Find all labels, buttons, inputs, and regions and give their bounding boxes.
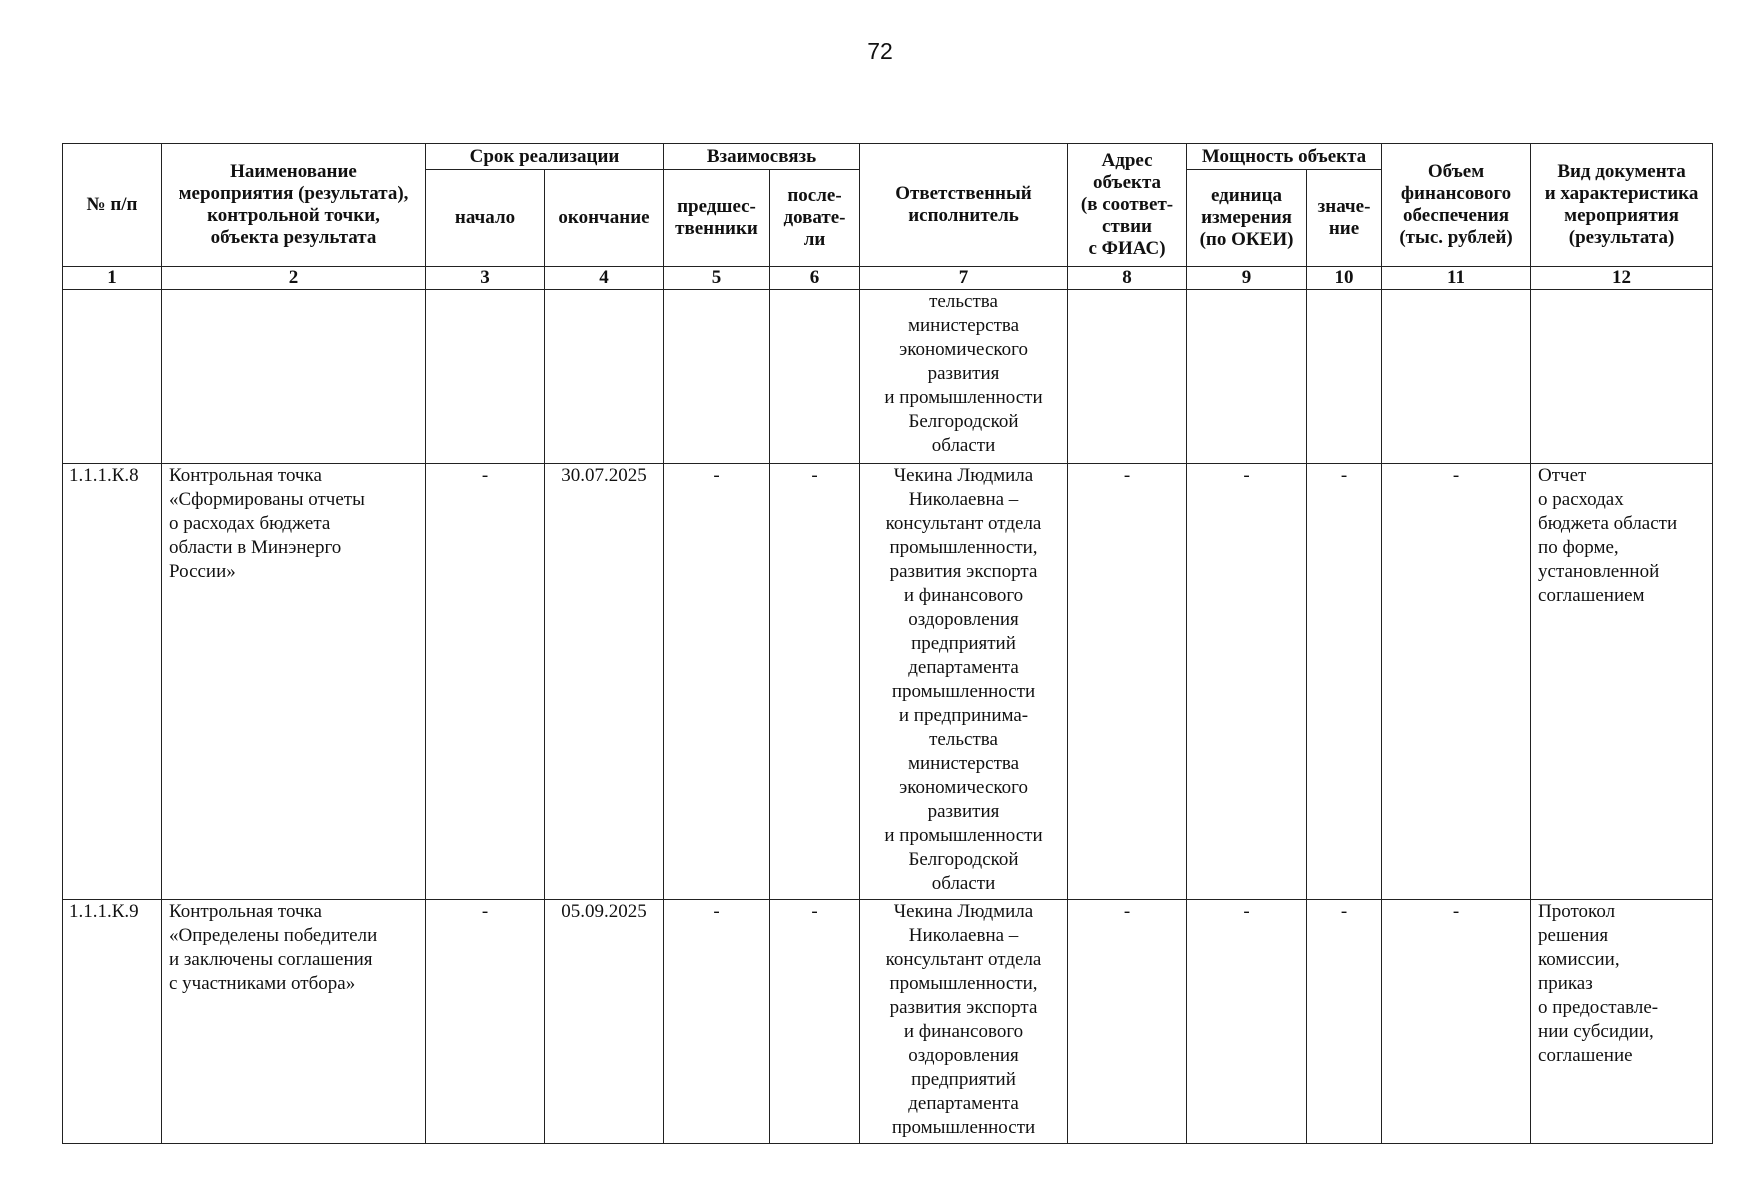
- column-number: 9: [1187, 267, 1307, 290]
- row-finance: -: [1382, 900, 1531, 1144]
- text-line: объекта: [1092, 172, 1162, 193]
- text-line: оздоровления: [908, 1045, 1019, 1066]
- header-unit: [1187, 170, 1307, 267]
- text-line: Контрольная точка: [169, 465, 322, 486]
- row-responsible: [860, 900, 1068, 1144]
- text-line: измерения: [1201, 207, 1292, 228]
- text-line: предприятий: [911, 1069, 1016, 1090]
- row-name: [162, 900, 426, 1144]
- text-line: департамента: [908, 1093, 1019, 1114]
- text-line: (результата): [1568, 227, 1675, 248]
- text-line: Контрольная точка: [169, 901, 322, 922]
- text-line: развития экспорта: [889, 997, 1038, 1018]
- text-line: ние: [1328, 218, 1360, 239]
- text-line: Объем: [1427, 161, 1485, 182]
- text-line: нии субсидии,: [1538, 1021, 1654, 1042]
- text-line: мероприятия (результата),: [178, 183, 409, 204]
- text-line: оздоровления: [908, 609, 1019, 630]
- row-successors: -: [770, 464, 860, 900]
- text-line: Наименование: [230, 161, 357, 182]
- text-line: объекта результата: [210, 227, 377, 248]
- header-predecessors: [664, 170, 770, 267]
- row-responsible: [860, 290, 1068, 464]
- text-line: министерства: [907, 315, 1020, 336]
- text-line: исполнитель: [908, 205, 1019, 226]
- text-line: и промышленности: [884, 825, 1043, 846]
- text-line: области: [931, 435, 996, 456]
- text-line: развития: [927, 363, 1000, 384]
- text-line: мероприятия: [1564, 205, 1679, 226]
- text-line: ли: [803, 229, 826, 250]
- text-line: развития экспорта: [889, 561, 1038, 582]
- text-line: области в Минэнерго: [169, 537, 342, 558]
- text-line: и промышленности: [884, 387, 1043, 408]
- text-line: установленной: [1538, 561, 1660, 582]
- column-number: 1: [63, 267, 162, 290]
- text-line: России»: [169, 561, 236, 582]
- text-line: Белгородской: [908, 849, 1019, 870]
- row-start: -: [426, 464, 545, 900]
- text-line: Николаевна –: [908, 489, 1019, 510]
- row-unit: -: [1187, 900, 1307, 1144]
- text-line: консультант отдела: [885, 949, 1042, 970]
- text-line: твенники: [675, 218, 758, 239]
- table-row: [63, 900, 1713, 1144]
- column-number: 12: [1531, 267, 1713, 290]
- row-predecessors: [664, 290, 770, 464]
- column-number: 11: [1382, 267, 1531, 290]
- column-number-row: [63, 267, 1713, 290]
- row-start: [426, 290, 545, 464]
- text-line: Протокол: [1538, 901, 1616, 922]
- row-document: [1531, 290, 1713, 464]
- text-line: «Сформированы отчеты: [169, 489, 365, 510]
- column-number: 3: [426, 267, 545, 290]
- header-document: [1531, 144, 1713, 267]
- text-line: Чекина Людмила: [893, 465, 1034, 486]
- text-line: значе-: [1317, 196, 1371, 217]
- column-number: 5: [664, 267, 770, 290]
- row-successors: -: [770, 900, 860, 1144]
- text-line: о расходах бюджета: [169, 513, 331, 534]
- row-value: -: [1307, 900, 1382, 1144]
- header-number: № п/п: [63, 144, 162, 267]
- text-line: и финансового: [903, 585, 1024, 606]
- text-line: с ФИАС): [1088, 238, 1166, 259]
- row-end: 30.07.2025: [545, 464, 664, 900]
- activities-table: [62, 143, 1713, 1144]
- row-successors: [770, 290, 860, 464]
- table-row: [63, 464, 1713, 900]
- row-start: -: [426, 900, 545, 1144]
- row-predecessors: -: [664, 900, 770, 1144]
- row-end: [545, 290, 664, 464]
- text-line: соглашение: [1538, 1045, 1633, 1066]
- row-name: [162, 464, 426, 900]
- text-line: обеспечения: [1402, 205, 1510, 226]
- header-finance: [1382, 144, 1531, 267]
- text-line: Белгородской: [908, 411, 1019, 432]
- header-name: [162, 144, 426, 267]
- column-number: 7: [860, 267, 1068, 290]
- row-address: [1068, 290, 1187, 464]
- text-line: соглашением: [1538, 585, 1645, 606]
- column-number: 8: [1068, 267, 1187, 290]
- text-line: области: [931, 873, 996, 894]
- text-line: предприятий: [911, 633, 1016, 654]
- row-document: [1531, 464, 1713, 900]
- text-line: (тыс. рублей): [1399, 227, 1513, 248]
- text-line: промышленности: [891, 681, 1036, 702]
- header-term-group: Срок реализации: [426, 144, 664, 170]
- text-line: Николаевна –: [908, 925, 1019, 946]
- header-value: [1307, 170, 1382, 267]
- row-number: [63, 290, 162, 464]
- row-address: -: [1068, 900, 1187, 1144]
- row-finance: -: [1382, 464, 1531, 900]
- row-predecessors: -: [664, 464, 770, 900]
- row-value: -: [1307, 464, 1382, 900]
- column-number: 2: [162, 267, 426, 290]
- text-line: экономического: [899, 339, 1028, 360]
- header-end: окончание: [545, 170, 664, 267]
- text-line: промышленности,: [889, 537, 1038, 558]
- text-line: тельства: [929, 291, 998, 312]
- text-line: единица: [1210, 185, 1283, 206]
- text-line: финансового: [1400, 183, 1512, 204]
- text-line: «Определены победители: [169, 925, 378, 946]
- row-number: 1.1.1.К.8: [63, 464, 162, 900]
- text-line: довате-: [783, 207, 846, 228]
- header-link-group: Взаимосвязь: [664, 144, 860, 170]
- text-line: консультант отдела: [885, 513, 1042, 534]
- text-line: (по ОКЕИ): [1199, 229, 1294, 250]
- page-number: 72: [867, 38, 893, 64]
- column-number: 4: [545, 267, 664, 290]
- text-line: после-: [787, 185, 842, 206]
- text-line: и характеристика: [1544, 183, 1699, 204]
- row-finance: [1382, 290, 1531, 464]
- row-document: [1531, 900, 1713, 1144]
- text-line: бюджета области: [1538, 513, 1678, 534]
- text-line: и заключены соглашения: [169, 949, 373, 970]
- text-line: Ответственный: [895, 183, 1032, 204]
- table-row: [63, 290, 1713, 464]
- row-unit: -: [1187, 464, 1307, 900]
- text-line: комиссии,: [1538, 949, 1620, 970]
- header-successors: [770, 170, 860, 267]
- header-responsible: [860, 144, 1068, 267]
- row-unit: [1187, 290, 1307, 464]
- text-line: с участниками отбора»: [169, 973, 356, 994]
- text-line: приказ: [1538, 973, 1593, 994]
- text-line: департамента: [908, 657, 1019, 678]
- header-address: [1068, 144, 1187, 267]
- text-line: экономического: [899, 777, 1028, 798]
- text-line: Адрес: [1101, 150, 1153, 171]
- text-line: развития: [927, 801, 1000, 822]
- table-header: [63, 144, 1713, 267]
- row-number: 1.1.1.К.9: [63, 900, 162, 1144]
- text-line: ствии: [1102, 216, 1152, 237]
- row-responsible: [860, 464, 1068, 900]
- text-line: министерства: [907, 753, 1020, 774]
- text-line: промышленности: [891, 1117, 1036, 1138]
- text-line: Чекина Людмила: [893, 901, 1034, 922]
- row-value: [1307, 290, 1382, 464]
- row-address: -: [1068, 464, 1187, 900]
- text-line: предшес-: [677, 196, 756, 217]
- text-line: контрольной точки,: [207, 205, 380, 226]
- row-name: [162, 290, 426, 464]
- text-line: Отчет: [1538, 465, 1587, 486]
- text-line: промышленности,: [889, 973, 1038, 994]
- text-line: и предпринима-: [898, 705, 1029, 726]
- row-end: 05.09.2025: [545, 900, 664, 1144]
- text-line: (в соответ-: [1080, 194, 1174, 215]
- text-line: о предоставле-: [1538, 997, 1659, 1018]
- text-line: и финансового: [903, 1021, 1024, 1042]
- text-line: Вид документа: [1557, 161, 1686, 182]
- text-line: о расходах: [1538, 489, 1624, 510]
- text-line: тельства: [929, 729, 998, 750]
- text-line: по форме,: [1538, 537, 1619, 558]
- header-start: начало: [426, 170, 545, 267]
- header-capacity-group: Мощность объекта: [1187, 144, 1382, 170]
- column-number: 10: [1307, 267, 1382, 290]
- text-line: решения: [1538, 925, 1609, 946]
- column-number: 6: [770, 267, 860, 290]
